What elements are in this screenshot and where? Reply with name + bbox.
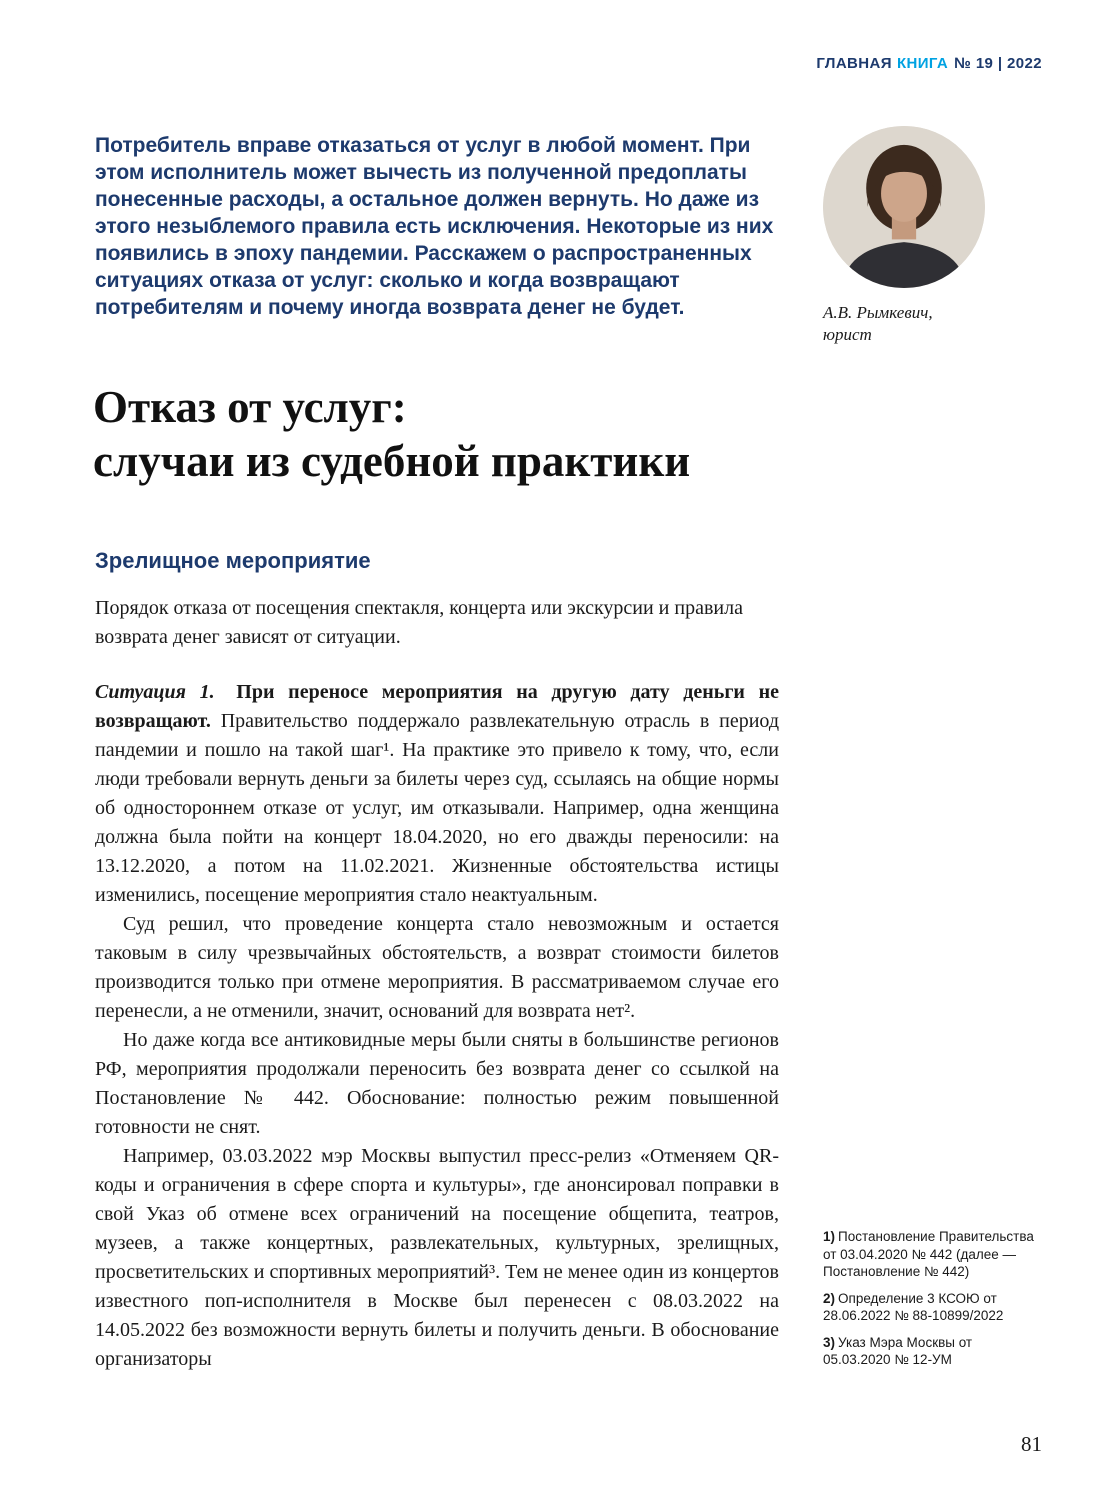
situation-body: Правительство поддержало развлекательную отрасль в период пандемии и пошло на такой шаг¹. На практике это привело к тому, что, если люди требовали вернуть деньги за билеты через суд, ссылаясь на общие нормы об одностороннем отказе от услуг, им отказывали. Например, одна женщина должна была пойти на концерт 18.04.2020, но его дважды переносили: на 13.12.2020, а потом на 11.02.2021. Жизненные обстоятельства истицы изменились, посещение мероприятия стало неактуальным.: [95, 710, 779, 906]
article-title: [93, 380, 1013, 488]
situation-thesis: При переносе мероприятия на другую дату деньги не возвращают.: [95, 681, 780, 732]
article-body: [95, 548, 779, 1374]
brand-main: ГЛАВНАЯ: [816, 55, 892, 72]
footnote-1: [823, 1228, 1041, 1281]
lead-paragraph: Потребитель вправе отказаться от услуг в любой момент. При этом исполнитель может вычесть из полученной предоплаты понесенные расходы, а остальное должен вернуть. Но даже из этого незыблемого правила есть исключения. Некоторые из них появились в эпоху пандемии. Расскажем о распространенных ситуациях отказа от услуг: сколько и когда возвращают потребителям и почему иногда возврата денег не будет.: [95, 134, 774, 319]
page-header: [816, 55, 1042, 72]
footnote-3-text: Указ Мэра Москвы от 05.03.2020 № 12-УМ: [823, 1334, 973, 1367]
footnote-2: [823, 1290, 1041, 1325]
author-block: [823, 126, 1053, 346]
author-photo: [823, 126, 985, 288]
footnotes-sidebar: [823, 1228, 1041, 1378]
issue-number: № 19 | 2022: [954, 55, 1042, 72]
article-title-line2: случаи из судебной практики: [93, 436, 691, 486]
footnote-2-text: Определение 3 КСОЮ от 28.06.2022 № 88-10899/2022: [823, 1290, 1004, 1323]
situation-label: Ситуация 1.: [95, 681, 215, 703]
footnote-1-number: 1): [823, 1229, 836, 1244]
paragraph-situation-1: [95, 678, 779, 910]
footnote-3: [823, 1334, 1041, 1369]
author-portrait-illustration: [823, 126, 985, 288]
section-heading: Зрелищное мероприятие: [95, 548, 371, 573]
paragraph-covid-measures: Но даже когда все антиковидные меры были сняты в большинстве регионов РФ, мероприятия продолжали переносить без возврата денег со ссылкой на Постановление № 442. Обоснование: полностью режим повышенной готовности не снят.: [95, 1029, 779, 1138]
author-role: юрист: [823, 325, 872, 344]
footnote-3-number: 3): [823, 1334, 836, 1350]
author-caption: [823, 302, 1053, 346]
section-intro: Порядок отказа от посещения спектакля, концерта или экскурсии и правила возврата денег зависят от ситуации.: [95, 597, 743, 648]
author-name: А.В. Рымкевич,: [823, 303, 933, 322]
paragraph-moscow-example: Например, 03.03.2022 мэр Москвы выпустил пресс-релиз «Отменяем QR-коды и ограничения в сфере спорта и культуры», где анонсировал поправки в свой Указ об отмене всех ограничений на посещение общепита, театров, музеев, а также концертных, развлекательных, культурных, зрелищных, просветительских и спортивных мероприятий³. Тем не менее один из концертов известного поп-исполнителя в Москве был перенесен с 08.03.2022 на 14.05.2022 без возможности вернуть билеты и получить деньги. В обоснование организаторы: [95, 1145, 779, 1370]
brand-accent: КНИГА: [896, 55, 949, 72]
article-title-line1: Отказ от услуг:: [93, 382, 407, 432]
paragraph-court-decision: Суд решил, что проведение концерта стало невозможным и остается таковым в силу чрезвычайных обстоятельств, а возврат стоимости билетов производится только при отмене мероприятия. В рассматриваемом случае его перенесли, а не отменили, значит, оснований для возврата нет².: [95, 913, 779, 1022]
footnote-1-text: Постановление Правительства от 03.04.2020 № 442 (далее — Постановление № 442): [823, 1229, 1034, 1279]
footnote-2-number: 2): [823, 1290, 836, 1306]
page-number: 81: [1021, 1432, 1042, 1456]
